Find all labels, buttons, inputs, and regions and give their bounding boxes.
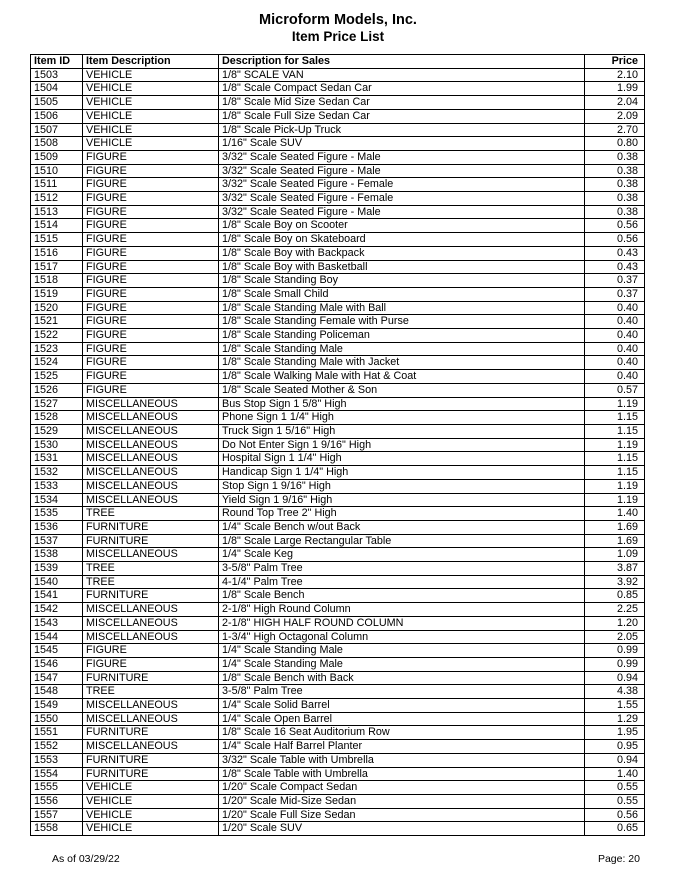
cell-price: 0.94 [585,753,645,767]
table-row [31,383,645,397]
cell-description-for-sales: 3/32" Scale Seated Figure - Male [219,205,585,219]
table-row [31,274,645,288]
table-row [31,493,645,507]
cell-price: 1.29 [585,712,645,726]
cell-item-description: MISCELLANEOUS [83,712,219,726]
table-row [31,82,645,96]
cell-item-description: FIGURE [83,644,219,658]
table-row [31,507,645,521]
cell-item-id: 1539 [31,562,83,576]
cell-price: 0.56 [585,219,645,233]
cell-price: 0.38 [585,150,645,164]
cell-item-description: FIGURE [83,370,219,384]
table-row [31,589,645,603]
table-row [31,109,645,123]
cell-item-id: 1513 [31,205,83,219]
table-row [31,424,645,438]
cell-item-id: 1550 [31,712,83,726]
cell-description-for-sales: 3-5/8" Palm Tree [219,562,585,576]
cell-price: 0.56 [585,808,645,822]
table-row [31,699,645,713]
cell-item-id: 1535 [31,507,83,521]
cell-price: 0.40 [585,356,645,370]
cell-item-description: VEHICLE [83,822,219,836]
cell-item-id: 1540 [31,575,83,589]
cell-price: 1.20 [585,616,645,630]
column-header-item-description: Item Description [83,55,219,69]
cell-price: 0.40 [585,329,645,343]
table-row [31,219,645,233]
cell-item-id: 1549 [31,699,83,713]
cell-item-id: 1519 [31,287,83,301]
cell-price: 1.95 [585,726,645,740]
table-row [31,671,645,685]
cell-description-for-sales: 1/8" Scale Bench [219,589,585,603]
table-row [31,548,645,562]
cell-description-for-sales: 1/8" Scale Mid Size Sedan Car [219,96,585,110]
table-row [31,479,645,493]
cell-item-description: TREE [83,507,219,521]
as-of-date: As of 03/29/22 [52,853,120,865]
cell-price: 0.80 [585,137,645,151]
cell-item-description: VEHICLE [83,123,219,137]
cell-description-for-sales: Phone Sign 1 1/4" High [219,411,585,425]
cell-item-description: MISCELLANEOUS [83,630,219,644]
cell-price: 2.04 [585,96,645,110]
table-row [31,192,645,206]
table-row [31,96,645,110]
column-header-description-for-sales: Description for Sales [219,55,585,69]
cell-item-description: MISCELLANEOUS [83,411,219,425]
cell-price: 0.38 [585,192,645,206]
cell-description-for-sales: 1/8" Scale Small Child [219,287,585,301]
cell-item-description: FIGURE [83,315,219,329]
table-row [31,411,645,425]
cell-item-id: 1530 [31,438,83,452]
cell-description-for-sales: 3-5/8" Palm Tree [219,685,585,699]
cell-description-for-sales: 1/8" Scale Standing Female with Purse [219,315,585,329]
cell-description-for-sales: Truck Sign 1 5/16" High [219,424,585,438]
cell-description-for-sales: 1/8" Scale Boy on Scooter [219,219,585,233]
cell-item-id: 1555 [31,781,83,795]
cell-price: 0.40 [585,342,645,356]
cell-item-id: 1523 [31,342,83,356]
cell-item-id: 1556 [31,794,83,808]
cell-price: 3.87 [585,562,645,576]
cell-description-for-sales: 1/8" Scale Standing Policeman [219,329,585,343]
table-row [31,315,645,329]
cell-price: 1.19 [585,438,645,452]
cell-item-id: 1522 [31,329,83,343]
cell-item-id: 1547 [31,671,83,685]
cell-item-id: 1520 [31,301,83,315]
cell-item-description: MISCELLANEOUS [83,699,219,713]
cell-item-id: 1545 [31,644,83,658]
cell-item-description: FIGURE [83,150,219,164]
cell-description-for-sales: 1/8" Scale Full Size Sedan Car [219,109,585,123]
table-row [31,603,645,617]
cell-item-description: FURNITURE [83,726,219,740]
cell-item-description: VEHICLE [83,96,219,110]
table-row [31,342,645,356]
cell-description-for-sales: 1/8" Scale Standing Boy [219,274,585,288]
cell-description-for-sales: 3/32" Scale Seated Figure - Female [219,192,585,206]
cell-description-for-sales: Handicap Sign 1 1/4" High [219,466,585,480]
cell-price: 1.40 [585,767,645,781]
cell-item-id: 1542 [31,603,83,617]
table-row [31,246,645,260]
cell-item-description: FIGURE [83,246,219,260]
cell-price: 0.40 [585,370,645,384]
cell-item-id: 1546 [31,657,83,671]
cell-item-id: 1536 [31,520,83,534]
cell-price: 0.55 [585,781,645,795]
cell-description-for-sales: Hospital Sign 1 1/4" High [219,452,585,466]
table-row [31,287,645,301]
cell-price: 2.05 [585,630,645,644]
cell-description-for-sales: 1/8" Scale Boy on Skateboard [219,233,585,247]
cell-price: 2.09 [585,109,645,123]
cell-item-description: MISCELLANEOUS [83,397,219,411]
cell-price: 0.43 [585,260,645,274]
cell-item-description: FIGURE [83,329,219,343]
cell-description-for-sales: 1/20" Scale Compact Sedan [219,781,585,795]
cell-price: 0.37 [585,287,645,301]
table-row [31,616,645,630]
cell-item-description: FIGURE [83,301,219,315]
cell-item-description: FIGURE [83,356,219,370]
cell-description-for-sales: 3/32" Scale Seated Figure - Female [219,178,585,192]
cell-item-id: 1553 [31,753,83,767]
cell-description-for-sales: 1/20" Scale Full Size Sedan [219,808,585,822]
cell-description-for-sales: Round Top Tree 2" High [219,507,585,521]
table-row [31,466,645,480]
table-row [31,150,645,164]
cell-item-id: 1534 [31,493,83,507]
cell-item-description: MISCELLANEOUS [83,603,219,617]
cell-item-description: VEHICLE [83,808,219,822]
table-header-row [31,55,645,69]
cell-description-for-sales: 1/4" Scale Keg [219,548,585,562]
cell-item-id: 1543 [31,616,83,630]
cell-item-description: FURNITURE [83,589,219,603]
cell-price: 1.99 [585,82,645,96]
cell-description-for-sales: 1/8" Scale Large Rectangular Table [219,534,585,548]
cell-price: 0.65 [585,822,645,836]
table-row [31,822,645,836]
table-row [31,329,645,343]
cell-description-for-sales: Do Not Enter Sign 1 9/16" High [219,438,585,452]
cell-item-id: 1505 [31,96,83,110]
cell-item-id: 1524 [31,356,83,370]
cell-price: 0.38 [585,205,645,219]
cell-price: 3.92 [585,575,645,589]
cell-item-description: TREE [83,685,219,699]
table-row [31,452,645,466]
cell-description-for-sales: 1/4" Scale Half Barrel Planter [219,740,585,754]
cell-description-for-sales: 1/8" Scale Standing Male [219,342,585,356]
cell-description-for-sales: 1/8" Scale Compact Sedan Car [219,82,585,96]
cell-item-id: 1537 [31,534,83,548]
cell-price: 1.15 [585,466,645,480]
table-row [31,534,645,548]
cell-item-id: 1544 [31,630,83,644]
column-header-item-id: Item ID [31,55,83,69]
page-number: Page: 20 [597,853,640,865]
cell-item-description: MISCELLANEOUS [83,466,219,480]
table-row [31,164,645,178]
cell-description-for-sales: Yield Sign 1 9/16" High [219,493,585,507]
table-row [31,726,645,740]
cell-item-description: MISCELLANEOUS [83,493,219,507]
table-row [31,356,645,370]
cell-item-id: 1518 [31,274,83,288]
table-row [31,685,645,699]
cell-price: 1.15 [585,452,645,466]
cell-item-id: 1517 [31,260,83,274]
cell-price: 1.19 [585,397,645,411]
cell-item-description: FURNITURE [83,534,219,548]
cell-price: 2.25 [585,603,645,617]
cell-description-for-sales: 1/4" Scale Standing Male [219,657,585,671]
cell-price: 1.15 [585,411,645,425]
cell-item-description: VEHICLE [83,68,219,82]
cell-item-description: TREE [83,562,219,576]
table-row [31,260,645,274]
cell-price: 1.19 [585,479,645,493]
cell-item-id: 1510 [31,164,83,178]
cell-item-description: FIGURE [83,657,219,671]
cell-price: 1.40 [585,507,645,521]
cell-price: 1.55 [585,699,645,713]
cell-item-id: 1531 [31,452,83,466]
cell-description-for-sales: 2-1/8" High Round Column [219,603,585,617]
table-row [31,630,645,644]
cell-item-description: VEHICLE [83,137,219,151]
cell-item-description: TREE [83,575,219,589]
cell-price: 1.69 [585,534,645,548]
cell-item-id: 1506 [31,109,83,123]
cell-item-description: FIGURE [83,274,219,288]
table-row [31,575,645,589]
cell-item-id: 1551 [31,726,83,740]
cell-item-id: 1521 [31,315,83,329]
cell-price: 0.56 [585,233,645,247]
cell-item-id: 1533 [31,479,83,493]
table-row [31,123,645,137]
cell-description-for-sales: 1/8" Scale Boy with Basketball [219,260,585,274]
table-row [31,753,645,767]
cell-item-id: 1532 [31,466,83,480]
cell-description-for-sales: Stop Sign 1 9/16" High [219,479,585,493]
cell-description-for-sales: 1/8" SCALE VAN [219,68,585,82]
table-row [31,370,645,384]
table-row [31,233,645,247]
cell-description-for-sales: 1/8" Scale Seated Mother & Son [219,383,585,397]
cell-item-description: VEHICLE [83,82,219,96]
cell-item-description: VEHICLE [83,781,219,795]
table-row [31,740,645,754]
cell-item-description: VEHICLE [83,109,219,123]
cell-item-id: 1527 [31,397,83,411]
cell-item-id: 1528 [31,411,83,425]
table-row [31,205,645,219]
cell-item-id: 1508 [31,137,83,151]
cell-item-description: FIGURE [83,260,219,274]
document-title: Item Price List [291,29,385,44]
table-row [31,808,645,822]
cell-price: 1.09 [585,548,645,562]
cell-item-id: 1557 [31,808,83,822]
cell-price: 0.38 [585,164,645,178]
cell-item-description: MISCELLANEOUS [83,452,219,466]
table-row [31,781,645,795]
cell-item-id: 1511 [31,178,83,192]
cell-item-description: FIGURE [83,192,219,206]
table-row [31,657,645,671]
cell-price: 0.38 [585,178,645,192]
cell-item-id: 1529 [31,424,83,438]
cell-price: 0.37 [585,274,645,288]
cell-item-description: FIGURE [83,383,219,397]
cell-description-for-sales: 1/4" Scale Bench w/out Back [219,520,585,534]
cell-description-for-sales: 1/16" Scale SUV [219,137,585,151]
cell-description-for-sales: 3/32" Scale Table with Umbrella [219,753,585,767]
cell-price: 0.85 [585,589,645,603]
table-row [31,397,645,411]
cell-item-description: FIGURE [83,178,219,192]
cell-price: 2.70 [585,123,645,137]
cell-item-id: 1552 [31,740,83,754]
table-row [31,767,645,781]
cell-description-for-sales: 3/32" Scale Seated Figure - Male [219,164,585,178]
cell-item-description: FIGURE [83,219,219,233]
cell-price: 4.38 [585,685,645,699]
cell-item-id: 1516 [31,246,83,260]
cell-item-description: FIGURE [83,205,219,219]
cell-item-id: 1515 [31,233,83,247]
cell-item-description: FURNITURE [83,753,219,767]
table-row [31,712,645,726]
cell-price: 0.99 [585,657,645,671]
table-row [31,68,645,82]
table-row [31,301,645,315]
table-row [31,438,645,452]
cell-description-for-sales: 1/20" Scale Mid-Size Sedan [219,794,585,808]
cell-price: 0.55 [585,794,645,808]
cell-price: 0.43 [585,246,645,260]
cell-description-for-sales: 4-1/4" Palm Tree [219,575,585,589]
cell-item-id: 1507 [31,123,83,137]
company-name: Microform Models, Inc. [259,12,417,28]
cell-item-description: FIGURE [83,164,219,178]
cell-item-id: 1526 [31,383,83,397]
cell-description-for-sales: 2-1/8" HIGH HALF ROUND COLUMN [219,616,585,630]
cell-description-for-sales: 1/8" Scale 16 Seat Auditorium Row [219,726,585,740]
cell-item-description: FIGURE [83,287,219,301]
cell-item-description: VEHICLE [83,794,219,808]
cell-price: 1.69 [585,520,645,534]
cell-price: 0.94 [585,671,645,685]
cell-item-id: 1512 [31,192,83,206]
cell-item-description: MISCELLANEOUS [83,740,219,754]
column-header-price: Price [585,55,645,69]
cell-description-for-sales: 1/8" Scale Bench with Back [219,671,585,685]
table-row [31,794,645,808]
cell-item-description: MISCELLANEOUS [83,548,219,562]
cell-item-description: FIGURE [83,233,219,247]
cell-description-for-sales: 1/8" Scale Walking Male with Hat & Coat [219,370,585,384]
cell-description-for-sales: 1/20" Scale SUV [219,822,585,836]
cell-item-id: 1538 [31,548,83,562]
cell-price: 0.40 [585,301,645,315]
table-row [31,178,645,192]
cell-item-description: FIGURE [83,342,219,356]
cell-description-for-sales: 1/8" Scale Standing Male with Jacket [219,356,585,370]
cell-item-description: FURNITURE [83,520,219,534]
cell-price: 0.95 [585,740,645,754]
cell-description-for-sales: 1/8" Scale Standing Male with Ball [219,301,585,315]
cell-price: 0.99 [585,644,645,658]
cell-item-id: 1509 [31,150,83,164]
table-row [31,520,645,534]
cell-description-for-sales: 1/4" Scale Open Barrel [219,712,585,726]
cell-price: 1.15 [585,424,645,438]
cell-item-id: 1554 [31,767,83,781]
table-body [31,68,645,835]
cell-description-for-sales: 1/8" Scale Boy with Backpack [219,246,585,260]
cell-item-description: MISCELLANEOUS [83,438,219,452]
cell-item-id: 1558 [31,822,83,836]
table-row [31,562,645,576]
cell-description-for-sales: 1-3/4" High Octagonal Column [219,630,585,644]
cell-description-for-sales: 1/8" Scale Table with Umbrella [219,767,585,781]
cell-item-description: FURNITURE [83,671,219,685]
cell-item-description: MISCELLANEOUS [83,479,219,493]
cell-price: 0.40 [585,315,645,329]
cell-description-for-sales: 1/8" Scale Pick-Up Truck [219,123,585,137]
cell-price: 0.57 [585,383,645,397]
cell-item-id: 1541 [31,589,83,603]
cell-item-id: 1504 [31,82,83,96]
cell-description-for-sales: 3/32" Scale Seated Figure - Male [219,150,585,164]
cell-item-id: 1503 [31,68,83,82]
cell-description-for-sales: 1/4" Scale Solid Barrel [219,699,585,713]
price-list-table [30,54,645,836]
table-row [31,644,645,658]
table-row [31,137,645,151]
cell-item-id: 1525 [31,370,83,384]
cell-price: 2.10 [585,68,645,82]
cell-item-description: FURNITURE [83,767,219,781]
cell-item-id: 1514 [31,219,83,233]
cell-price: 1.19 [585,493,645,507]
cell-description-for-sales: Bus Stop Sign 1 5/8" High [219,397,585,411]
cell-item-id: 1548 [31,685,83,699]
cell-description-for-sales: 1/4" Scale Standing Male [219,644,585,658]
cell-item-description: MISCELLANEOUS [83,616,219,630]
cell-item-description: MISCELLANEOUS [83,424,219,438]
